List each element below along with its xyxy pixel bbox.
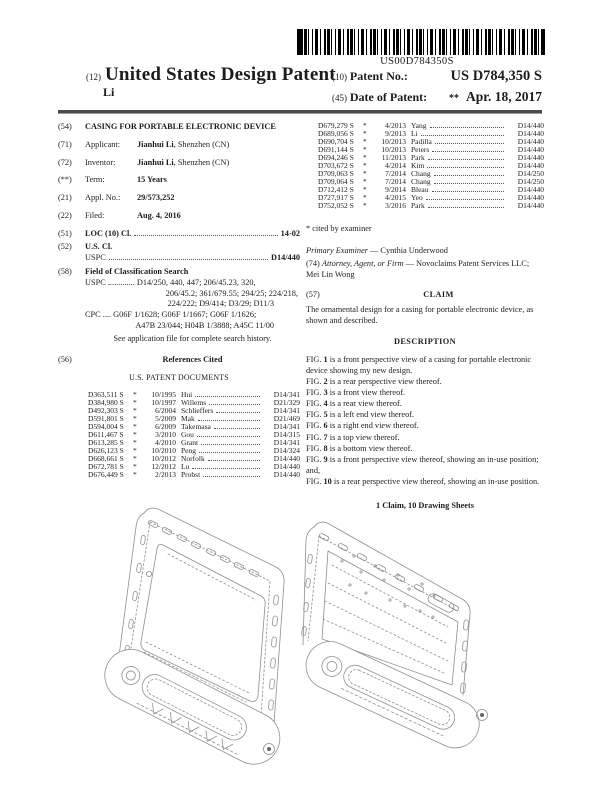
ref-star: * bbox=[363, 153, 367, 162]
figure-description-line: FIG. 7 is a top view thereof. bbox=[306, 432, 400, 442]
figure-description-line: FIG. 8 is a bottom view thereof. bbox=[306, 443, 413, 453]
term-disclaimer-stars: ** bbox=[448, 93, 459, 105]
ref-date: 2/2013 bbox=[155, 469, 176, 479]
right-column bbox=[306, 122, 544, 511]
ref-star: * bbox=[363, 137, 367, 146]
figure-description-line: FIG. 1 is a front perspective view of a casing for portable electronic device showing my new design. bbox=[306, 355, 532, 376]
ref-name: Probst bbox=[181, 469, 201, 479]
ref-class: D14/440 bbox=[517, 161, 544, 170]
figure-description-line: FIG. 10 is a rear perspective view thereof, showing an in-use position. bbox=[306, 476, 540, 486]
ref-patent-no: D703,672 S bbox=[318, 161, 354, 170]
patent-date-row bbox=[332, 87, 542, 107]
ref-name: Li bbox=[411, 129, 418, 138]
ref-date: 3/2010 bbox=[155, 429, 176, 439]
ref-star: * bbox=[133, 421, 137, 431]
ref-patent-no: D679,279 S bbox=[318, 121, 354, 130]
ref-date: 7/2014 bbox=[385, 169, 406, 178]
us-patent-documents-heading: U.S. PATENT DOCUMENTS bbox=[129, 373, 229, 383]
primary-examiner-line: Primary Examiner — Cynthia Underwood bbox=[306, 245, 448, 255]
ref-date: 3/2016 bbox=[385, 201, 406, 210]
ref-date: 12/2012 bbox=[151, 461, 176, 471]
figure-descriptions bbox=[306, 354, 544, 486]
ref-class: D21/469 bbox=[273, 413, 300, 423]
ref-class: D14/341 bbox=[273, 437, 300, 447]
dot-leader bbox=[197, 436, 260, 437]
field-22-filed: (22) Filed: Aug. 4, 2016 bbox=[58, 210, 181, 220]
dot-leader bbox=[195, 396, 260, 397]
header-rule bbox=[58, 110, 542, 114]
ref-star: * bbox=[363, 145, 367, 154]
ref-star: * bbox=[363, 201, 367, 210]
ref-name: Chang bbox=[411, 169, 431, 178]
patent-no-label: Patent No.: bbox=[349, 69, 408, 83]
ref-class: D14/341 bbox=[273, 389, 300, 399]
ref-date: 10/2013 bbox=[381, 137, 406, 146]
ref-patent-no: D689,056 S bbox=[318, 129, 354, 138]
ref-class: D14/440 bbox=[517, 121, 544, 130]
patent-no-code: (10) bbox=[332, 72, 347, 82]
dot-leader bbox=[214, 428, 260, 429]
ref-date: 10/1995 bbox=[151, 389, 176, 399]
ref-class: D14/440 bbox=[517, 201, 544, 210]
ref-patent-no: D611,467 S bbox=[88, 429, 124, 439]
dot-leader bbox=[432, 151, 504, 152]
ref-patent-no: D676,449 S bbox=[88, 469, 124, 479]
ref-name: Mak bbox=[181, 413, 195, 423]
figure-description-line: FIG. 5 is a left end view thereof. bbox=[306, 410, 415, 420]
header-left bbox=[86, 64, 336, 100]
ref-star: * bbox=[363, 185, 367, 194]
ref-patent-no: D709,064 S bbox=[318, 177, 354, 186]
figure-rear-perspective-drawing bbox=[298, 503, 518, 761]
ref-name: Bleau bbox=[411, 185, 429, 194]
ref-star: * bbox=[133, 437, 137, 447]
ref-patent-no: D712,412 S bbox=[318, 185, 354, 194]
ref-patent-no: D752,052 S bbox=[318, 201, 354, 210]
ref-star: * bbox=[133, 413, 137, 423]
field-71-applicant: (71) Applicant: Jianhui Li, Shenzhen (CN) bbox=[58, 139, 230, 149]
kind-code: (12) bbox=[86, 72, 101, 82]
dot-leader bbox=[435, 143, 504, 144]
ref-name: Lu bbox=[181, 461, 190, 471]
ref-star: * bbox=[363, 121, 367, 130]
dot-leader bbox=[426, 199, 504, 200]
dot-leader bbox=[208, 460, 260, 461]
ref-class: D14/440 bbox=[517, 193, 544, 202]
patent-number: US D784,350 S bbox=[450, 68, 542, 84]
ref-patent-no: D384,980 S bbox=[88, 397, 124, 407]
ref-name: Willems bbox=[181, 397, 207, 407]
field-72-inventor: (72) Inventor: Jianhui Li, Shenzhen (CN) bbox=[58, 157, 230, 167]
ref-date: 9/2013 bbox=[385, 129, 406, 138]
ref-patent-no: D709,063 S bbox=[318, 169, 354, 178]
figure-front-perspective-drawing bbox=[86, 500, 301, 795]
header-right bbox=[332, 66, 542, 107]
ref-star: * bbox=[363, 129, 367, 138]
ref-class: D14/440 bbox=[273, 461, 300, 471]
ref-patent-no: D626,123 S bbox=[88, 445, 124, 455]
ref-class: D14/440 bbox=[517, 145, 544, 154]
ref-class: D14/341 bbox=[273, 421, 300, 431]
figure-description-line: FIG. 3 is a front view thereof. bbox=[306, 388, 406, 398]
ref-star: * bbox=[133, 445, 137, 455]
ref-star: * bbox=[133, 469, 137, 479]
ref-name: Kim bbox=[411, 161, 425, 170]
ref-date: 11/2013 bbox=[381, 153, 406, 162]
date-label: Date of Patent: bbox=[349, 90, 428, 105]
ref-patent-no: D694,246 S bbox=[318, 153, 354, 162]
ref-star: * bbox=[133, 461, 137, 471]
dot-leader bbox=[201, 444, 260, 445]
dot-leader bbox=[428, 159, 504, 160]
ref-date: 4/2013 bbox=[385, 121, 406, 130]
ref-name: Park bbox=[411, 153, 425, 162]
ref-patent-no: D690,704 S bbox=[318, 137, 354, 146]
ref-patent-no: D672,781 S bbox=[88, 461, 124, 471]
field-58-classification-search: (58) Field of Classification Search USPC ............. D14/250, 440, 447; 206/45.23, 320, 206/45.2; 361/679.55; 294/25; 224/218, 224/222; D9/414; D3/29; D11/3 CPC .... G06F 1/1628; G06F 1/1667; G06F 1/1626; A47B 23/044; H04B 1/3888; A45C 11/00 See application file for complete search history. bbox=[58, 267, 298, 343]
ref-name: Peng bbox=[181, 445, 196, 455]
claim-heading: (57) CLAIM bbox=[306, 290, 454, 300]
claims-sheets-footer: 1 Claim, 10 Drawing Sheets bbox=[376, 500, 474, 510]
ref-star: * bbox=[363, 177, 367, 186]
ref-date: 10/2012 bbox=[151, 453, 176, 463]
reference-row bbox=[306, 202, 544, 210]
reference-row bbox=[58, 471, 300, 479]
figure-description-line: FIG. 6 is a right end view thereof. bbox=[306, 421, 419, 431]
ref-star: * bbox=[363, 169, 367, 178]
dot-leader bbox=[203, 476, 260, 477]
figure-description-line: FIG. 2 is a rear perspective view thereof. bbox=[306, 377, 442, 387]
left-column bbox=[58, 122, 300, 479]
ref-patent-no: D594,004 S bbox=[88, 421, 124, 431]
dot-leader bbox=[192, 468, 260, 469]
ref-name: Chang bbox=[411, 177, 431, 186]
ref-patent-no: D668,661 S bbox=[88, 453, 124, 463]
dot-leader bbox=[209, 404, 260, 405]
dot-leader bbox=[428, 207, 504, 208]
ref-star: * bbox=[133, 389, 137, 399]
ref-name: Schlieffers bbox=[181, 405, 214, 415]
dot-leader bbox=[427, 167, 504, 168]
date-code: (45) bbox=[332, 93, 347, 104]
claim-text: The ornamental design for a casing for portable electronic device, as shown and described. bbox=[306, 305, 534, 326]
ref-date: 6/2009 bbox=[155, 421, 176, 431]
ref-date: 10/2013 bbox=[381, 145, 406, 154]
ref-name: Norfolk bbox=[181, 453, 205, 463]
ref-star: * bbox=[363, 161, 367, 170]
attorney-line: (74) Attorney, Agent, or Firm — Novoclaims Patent Services LLC; Mei Lin Wong bbox=[306, 258, 530, 280]
ref-name: Hui bbox=[181, 389, 193, 399]
ref-star: * bbox=[133, 405, 137, 415]
ref-class: D14/324 bbox=[273, 445, 300, 455]
dot-leader bbox=[430, 127, 505, 128]
dot-leader bbox=[198, 420, 260, 421]
ref-class: D14/440 bbox=[517, 129, 544, 138]
ref-star: * bbox=[133, 429, 137, 439]
ref-date: 5/2009 bbox=[155, 413, 176, 423]
dot-leader bbox=[134, 235, 277, 236]
ref-patent-no: D363,511 S bbox=[88, 389, 124, 399]
references-cited-heading: (56) References Cited bbox=[58, 354, 223, 364]
dot-leader bbox=[109, 259, 268, 260]
ref-name: Gou bbox=[181, 429, 194, 439]
ref-class: D14/250 bbox=[517, 177, 544, 186]
ref-name: Yeo bbox=[411, 193, 423, 202]
page-title: United States Design Patent bbox=[105, 64, 336, 85]
ref-class: D14/250 bbox=[517, 169, 544, 178]
patent-date: Apr. 18, 2017 bbox=[465, 89, 542, 105]
drawing-area bbox=[0, 495, 600, 800]
barcode-text: US00D784350S bbox=[380, 56, 454, 67]
field-52-uscl: (52) U.S. Cl. USPC D14/440 bbox=[58, 242, 300, 263]
ref-date: 4/2014 bbox=[385, 161, 406, 170]
ref-class: D14/440 bbox=[273, 469, 300, 479]
field-21-appl-no: (21) Appl. No.: 29/573,252 bbox=[58, 193, 175, 203]
ref-class: D14/440 bbox=[273, 453, 300, 463]
ref-name: Takemasa bbox=[181, 421, 211, 431]
patent-number-row bbox=[332, 66, 542, 87]
ref-name: Yang bbox=[411, 121, 427, 130]
description-heading: DESCRIPTION bbox=[393, 336, 457, 346]
dot-leader bbox=[199, 452, 260, 453]
dot-leader bbox=[432, 191, 505, 192]
ref-star: * bbox=[363, 193, 367, 202]
ref-star: * bbox=[133, 397, 137, 407]
ref-name: Park bbox=[411, 201, 425, 210]
barcode bbox=[297, 29, 545, 55]
ref-name: Padilla bbox=[411, 137, 432, 146]
dot-leader bbox=[434, 183, 504, 184]
figure-description-line: FIG. 4 is a rear view thereof. bbox=[306, 399, 402, 409]
field-51-loc: (51) LOC (10) Cl. 14-02 bbox=[58, 228, 300, 238]
references-list-left bbox=[58, 391, 300, 479]
figure-description-line: FIG. 9 is a front perspective view thereof, showing an in-use position; and, bbox=[306, 454, 539, 475]
dot-leader bbox=[421, 135, 504, 136]
ref-class: D21/329 bbox=[273, 397, 300, 407]
ref-class: D14/440 bbox=[517, 185, 544, 194]
ref-date: 9/2014 bbox=[385, 185, 406, 194]
ref-patent-no: D492,303 S bbox=[88, 405, 124, 415]
ref-date: 6/2004 bbox=[155, 405, 176, 415]
ref-class: D14/440 bbox=[517, 153, 544, 162]
ref-class: D14/315 bbox=[273, 429, 300, 439]
ref-date: 10/2010 bbox=[151, 445, 176, 455]
ref-date: 7/2014 bbox=[385, 177, 406, 186]
dot-leader bbox=[434, 175, 504, 176]
references-list-right bbox=[306, 122, 544, 210]
ref-patent-no: D613,285 S bbox=[88, 437, 124, 447]
ref-patent-no: D727,917 S bbox=[318, 193, 354, 202]
dot-leader bbox=[216, 412, 260, 413]
ref-name: Peters bbox=[411, 145, 430, 154]
cited-by-examiner-note: * cited by examiner bbox=[306, 224, 372, 233]
field-term: (**) Term: 15 Years bbox=[58, 175, 167, 185]
ref-class: D14/440 bbox=[517, 137, 544, 146]
ref-date: 4/2015 bbox=[385, 193, 406, 202]
ref-patent-no: D591,801 S bbox=[88, 413, 124, 423]
ref-date: 4/2010 bbox=[155, 437, 176, 447]
ref-date: 10/1997 bbox=[151, 397, 176, 407]
ref-name: Grant bbox=[181, 437, 199, 447]
ref-star: * bbox=[133, 453, 137, 463]
inventor-surname: Li bbox=[103, 85, 115, 99]
ref-class: D14/341 bbox=[273, 405, 300, 415]
ref-patent-no: D691,144 S bbox=[318, 145, 354, 154]
field-54-title: (54) CASING FOR PORTABLE ELECTRONIC DEVICE bbox=[58, 122, 276, 131]
